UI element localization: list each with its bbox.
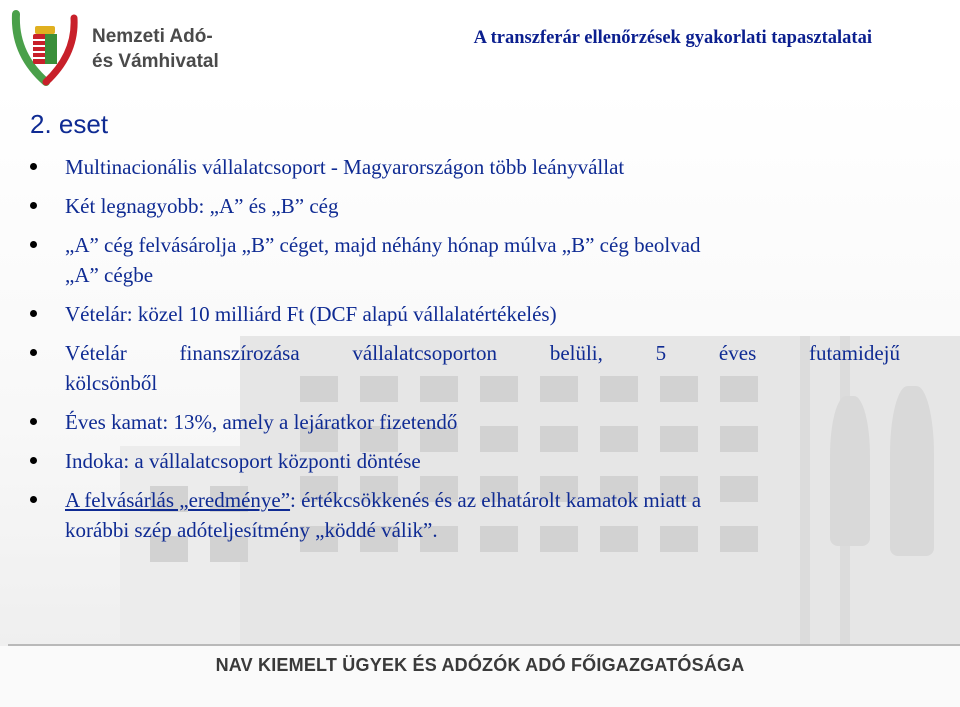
footer-divider xyxy=(8,644,960,646)
slide-content xyxy=(30,108,900,554)
list-item: A felvásárlás „eredménye”: értékcsökkenés és az elhatárolt kamatok miatt a korábbi szép adóteljesítmény „köddé válik”. xyxy=(30,485,900,545)
footer-text: NAV KIEMELT ÜGYEK ÉS ADÓZÓK ADÓ FŐIGAZGATÓSÁGA xyxy=(215,655,745,675)
bullet-icon xyxy=(30,310,37,317)
presentation-title: A transzferár ellenőrzések gyakorlati tapasztalatai xyxy=(473,28,872,48)
list-item: Vételár: közel 10 milliárd Ft (DCF alapú vállalatértékelés) xyxy=(30,299,900,329)
list-item: Vételár finanszírozása vállalatcsoporton belüli, 5 éves futamidejű kölcsönből xyxy=(30,338,900,398)
list-item: Éves kamat: 13%, amely a lejáratkor fizetendő xyxy=(30,407,900,437)
bullet-icon xyxy=(30,349,37,356)
bullet-icon xyxy=(30,457,37,464)
logo-name-line1: Nemzeti Adó- xyxy=(92,26,213,47)
list-item: Multinacionális vállalatcsoport - Magyarországon több leányvállat xyxy=(30,152,900,182)
bullet-icon xyxy=(30,202,37,209)
list-item: „A” cég felvásárolja „B” céget, majd néhány hónap múlva „B” cég beolvad „A” cégbe xyxy=(30,230,900,290)
bullet-icon xyxy=(30,163,37,170)
slide-heading: 2. eset xyxy=(30,109,109,139)
bullet-icon xyxy=(30,241,37,248)
bullet-icon xyxy=(30,418,37,425)
list-item: Indoka: a vállalatcsoport központi döntése xyxy=(30,446,900,476)
list-item: Két legnagyobb: „A” és „B” cég xyxy=(30,191,900,221)
logo-name-line2: és Vámhivatal xyxy=(92,51,219,72)
nav-logo xyxy=(6,4,236,86)
bullet-icon xyxy=(30,496,37,503)
coat-of-arms-icon xyxy=(6,4,86,86)
bullet-list xyxy=(30,152,900,545)
